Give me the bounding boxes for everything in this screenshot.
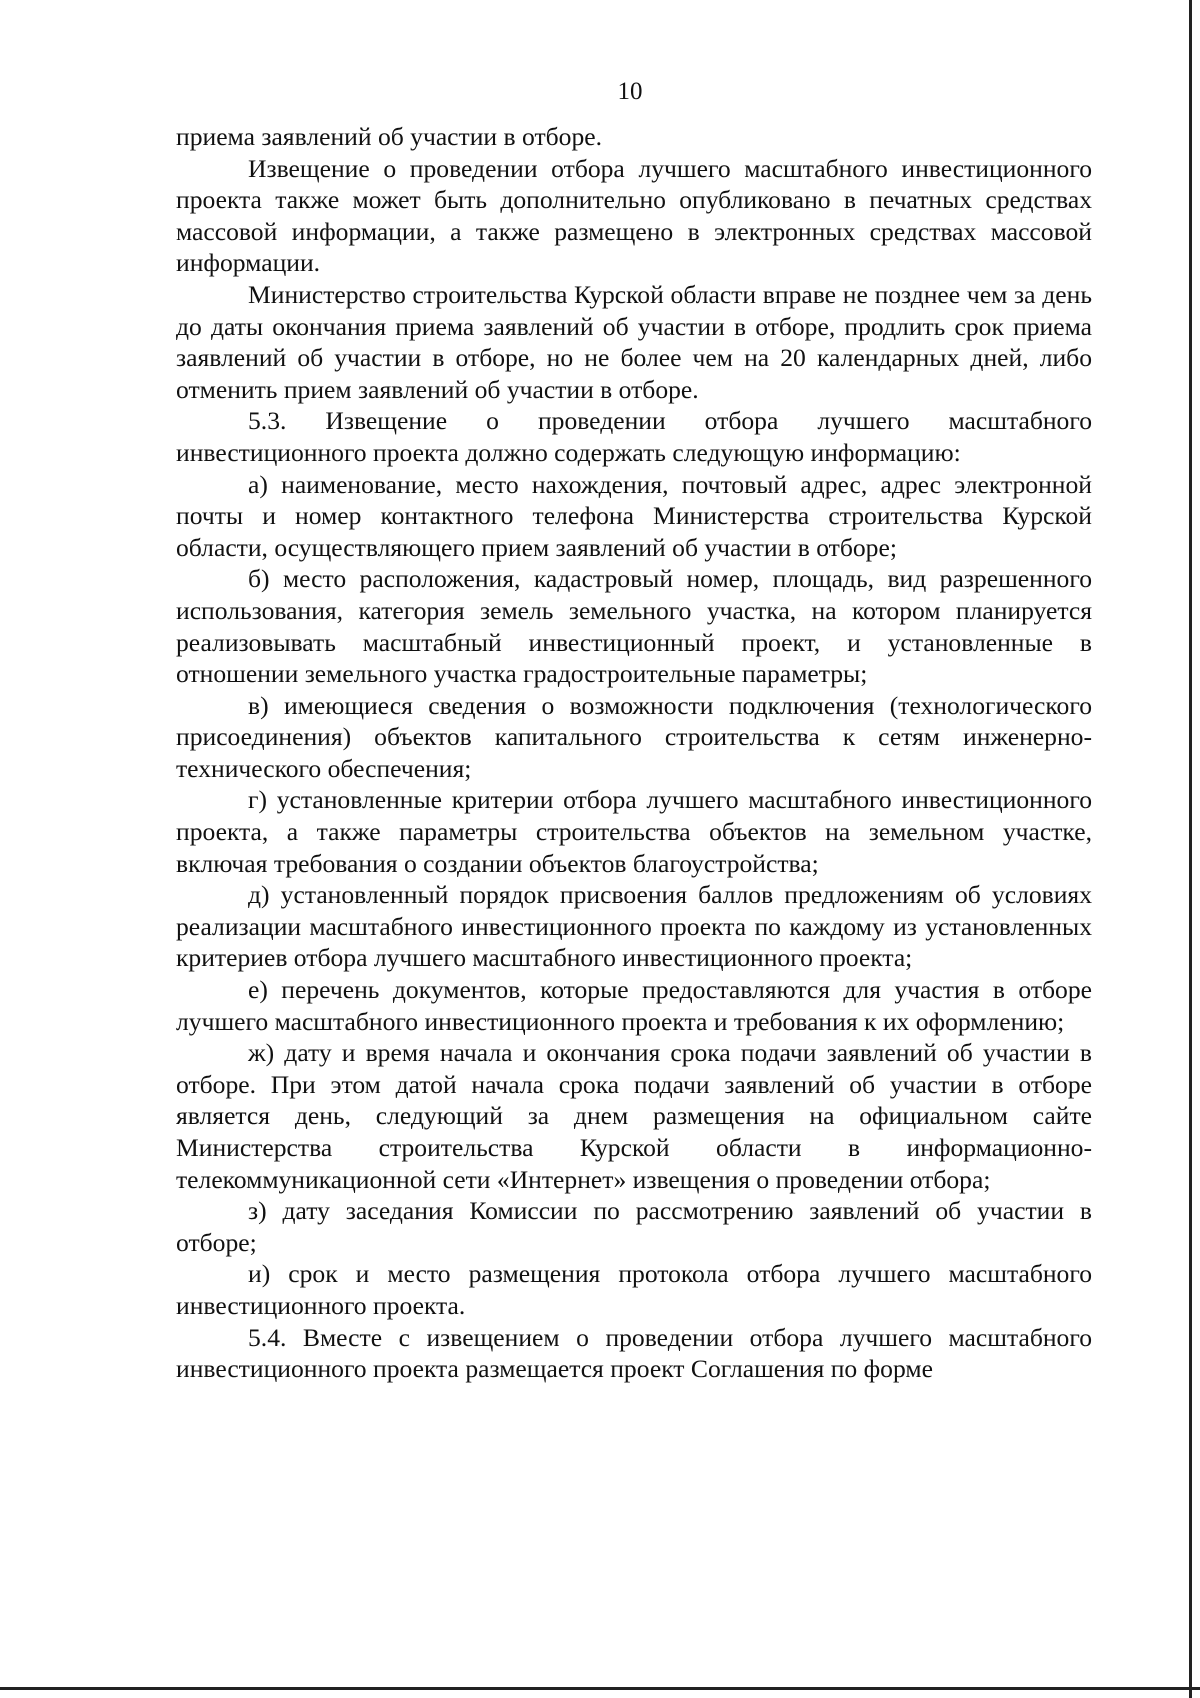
list-item-e: е) перечень документов, которые предоставляются для участия в отборе лучшего масштабного инвестиционного проекта и требования к их оформлению; bbox=[176, 975, 1092, 1036]
paragraph-5-3: 5.3. Извещение о проведении отбора лучшего масштабного инвестиционного проекта должно содержать следующую информацию: bbox=[176, 406, 1092, 467]
paragraph-notice-publication: Извещение о проведении отбора лучшего масштабного инвестиционного проекта также может быть дополнительно опубликовано в печатных средствах массовой информации, а также размещено в электронных средствах массовой информации. bbox=[176, 153, 1092, 278]
scan-border-right bbox=[1189, 0, 1192, 1698]
list-item-v: в) имеющиеся сведения о возможности подключения (технологического присоединения) объектов капитального строительства к сетям инженерно-технического обеспечения; bbox=[176, 690, 1092, 783]
list-item-d: д) установленный порядок присвоения баллов предложениям об условиях реализации масштабного инвестиционного проекта по каждому из установленных критериев отбора лучшего масштабного инвестиционного проекта; bbox=[176, 880, 1092, 973]
list-item-a: а) наименование, место нахождения, почтовый адрес, адрес электронной почты и номер контактного телефона Министерства строительства Курской области, осуществляющего прием заявлений об участии в отборе; bbox=[176, 469, 1092, 562]
paragraph-5-4: 5.4. Вместе с извещением о проведении отбора лучшего масштабного инвестиционного проекта размещается проект Соглашения по форме bbox=[176, 1322, 1092, 1384]
page-number: 10 bbox=[617, 78, 643, 105]
paragraph-continuation: приема заявлений об участии в отборе. bbox=[176, 122, 603, 151]
paragraph-ministry-extension: Министерство строительства Курской области вправе не позднее чем за день до даты окончания приема заявлений об участии в отборе, продлить срок приема заявлений об участии в отборе, но не более чем на 20 календарных дней, либо отменить прием заявлений об участии в отборе. bbox=[176, 279, 1092, 404]
list-item-g: г) установленные критерии отбора лучшего масштабного инвестиционного проекта, а также параметры строительства объектов на земельном участке, включая требования о создании объектов благоустройства; bbox=[176, 785, 1092, 878]
scan-border-bottom bbox=[0, 1687, 1200, 1690]
list-item-i: и) срок и место размещения протокола отбора лучшего масштабного инвестиционного проекта. bbox=[176, 1259, 1092, 1320]
document-body bbox=[176, 121, 1092, 1385]
list-item-b: б) место расположения, кадастровый номер, площадь, вид разрешенного использования, категория земель земельного участка, на котором планируется реализовывать масштабный инвестиционный проект, и установленные в отношении земельного участка градостроительные параметры; bbox=[176, 564, 1092, 689]
list-item-z: з) дату заседания Комиссии по рассмотрению заявлений об участии в отборе; bbox=[176, 1196, 1092, 1257]
list-item-zh: ж) дату и время начала и окончания срока подачи заявлений об участии в отборе. При этом датой начала срока подачи заявлений об участии в отборе является день, следующий за днем размещения на официальном сайте Министерства строительства Курской области в информационно-телекоммуникационной сети «Интернет» извещения о проведении отбора; bbox=[176, 1038, 1092, 1194]
